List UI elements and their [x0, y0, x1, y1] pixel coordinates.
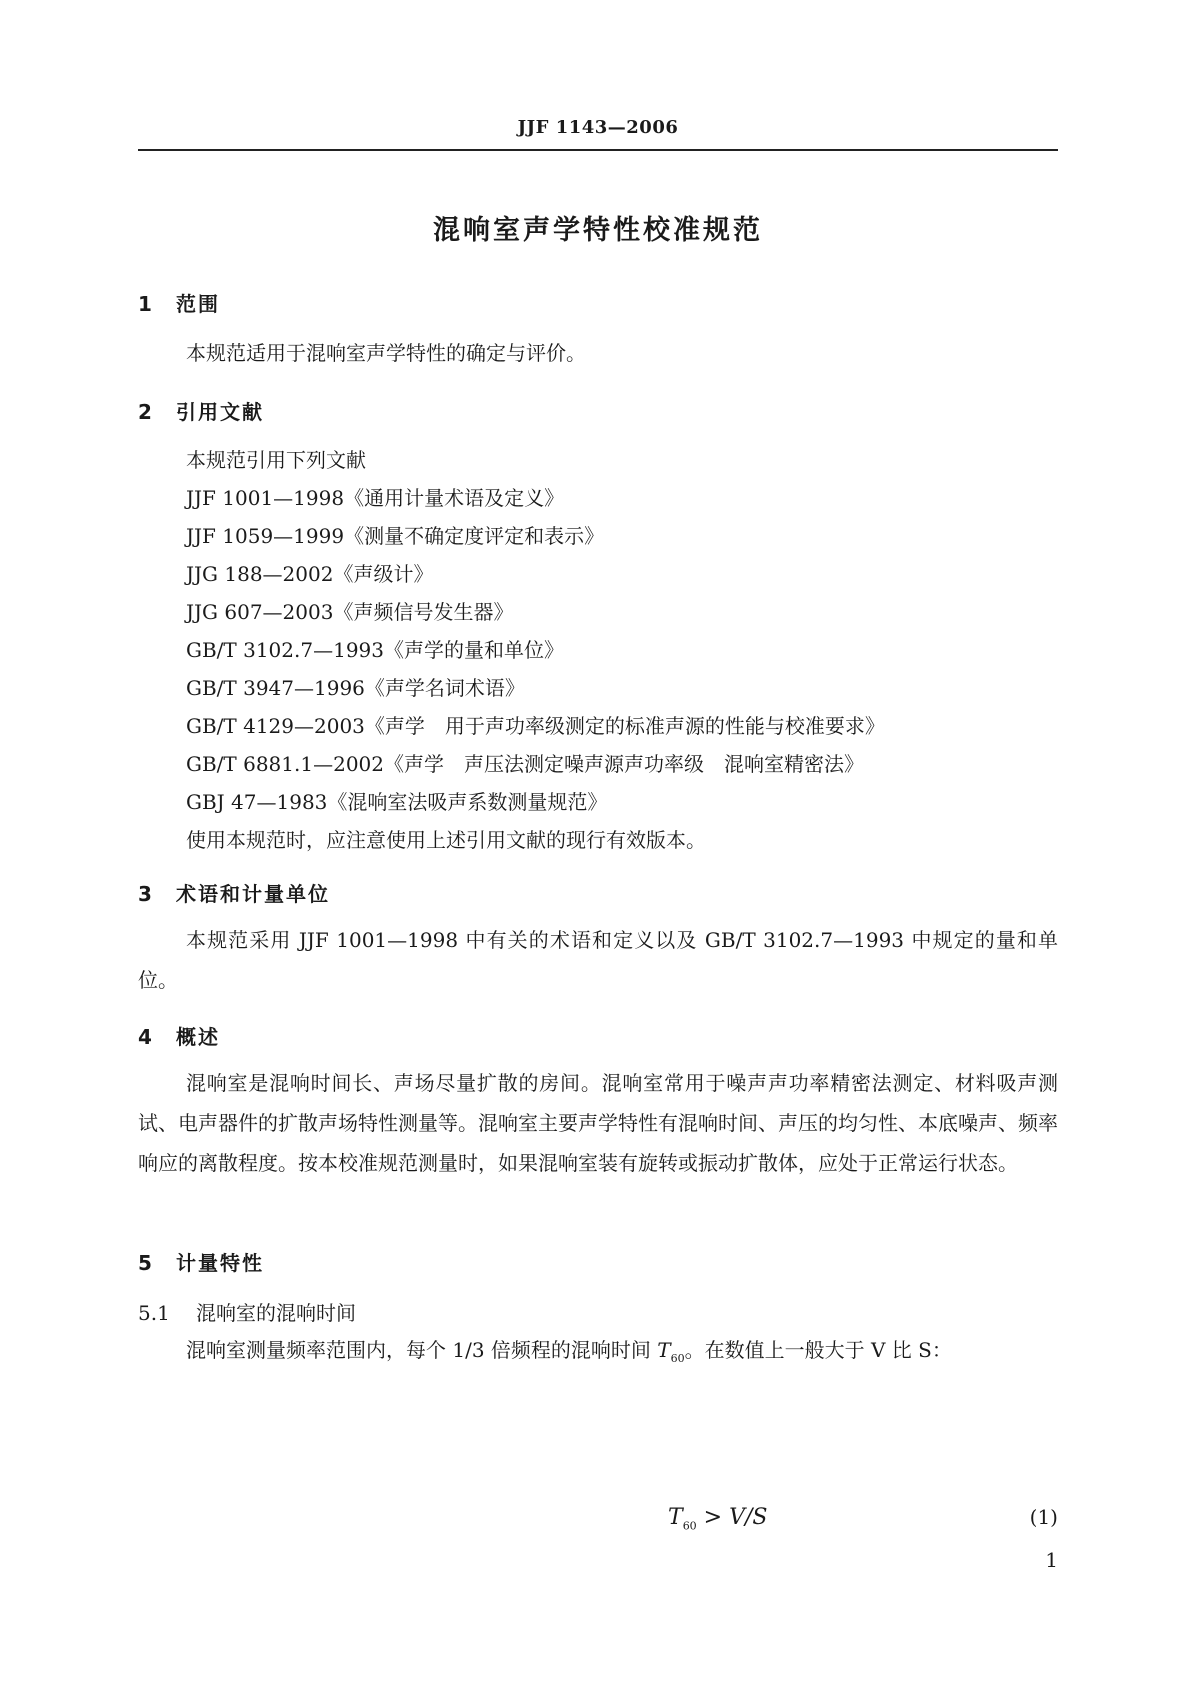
formula-subscript: 60	[682, 1519, 697, 1533]
page-number: 1	[1045, 1548, 1058, 1572]
section-number: 1	[138, 292, 154, 316]
reference-item: GB/T 3947—1996《声学名词术语》	[186, 676, 525, 700]
reference-item: JJG 188—2002《声级计》	[186, 562, 434, 586]
text-fragment: 。在数值上一般大于 V 比 S：	[684, 1338, 952, 1362]
header-rule	[138, 149, 1058, 151]
section-title: 术语和计量单位	[176, 882, 330, 906]
page-header: JJF 1143—2006	[517, 117, 679, 138]
section-number: 2	[138, 400, 154, 424]
section-3-heading	[138, 878, 330, 907]
formula-symbol: T	[668, 1505, 683, 1530]
subscript: 60	[670, 1352, 685, 1365]
section-3-text: 本规范采用 JJF 1001—1998 中有关的术语和定义以及 GB/T 3102.7—1993 中规定的量和单位。	[138, 928, 1058, 992]
subsection-title: 混响室的混响时间	[196, 1301, 356, 1325]
equation-number: (1)	[1029, 1505, 1058, 1529]
section-title: 引用文献	[176, 400, 264, 424]
section-number: 5	[138, 1251, 154, 1275]
reference-item: JJF 1001—1998《通用计量术语及定义》	[186, 486, 565, 510]
reference-item: GB/T 3102.7—1993《声学的量和单位》	[186, 638, 564, 662]
document-title: 混响室声学特性校准规范	[433, 215, 763, 246]
subsection-5-1-text	[138, 1330, 1058, 1379]
references-intro: 本规范引用下列文献	[186, 448, 366, 472]
section-title: 计量特性	[176, 1251, 264, 1275]
section-title: 范围	[176, 292, 220, 316]
section-2-heading	[138, 396, 264, 425]
section-4-text: 混响室是混响时间长、声场尽量扩散的房间。混响室常用于噪声声功率精密法测定、材料吸声测试、电声器件的扩散声场特性测量等。混响室主要声学特性有混响时间、声压的均匀性、本底噪声、频率响应的离散程度。按本校准规范测量时，如果混响室装有旋转或振动扩散体，应处于正常运行状态。	[138, 1071, 1058, 1175]
formula-expression: > V/S	[696, 1505, 768, 1530]
reference-item: GB/T 6881.1—2002《声学 声压法测定噪声源声功率级 混响室精密法》	[186, 752, 864, 776]
subsection-5-1-heading	[138, 1297, 356, 1326]
section-1-heading	[138, 288, 220, 317]
section-title: 概述	[176, 1025, 220, 1049]
reference-item: JJF 1059—1999《测量不确定度评定和表示》	[186, 524, 605, 548]
section-5-heading	[138, 1247, 264, 1276]
section-4-heading	[138, 1021, 220, 1050]
section-number: 4	[138, 1025, 154, 1049]
text-fragment: 混响室测量频率范围内，每个 1/3 倍频程的混响时间	[186, 1338, 658, 1362]
reference-item: GBJ 47—1983《混响室法吸声系数测量规范》	[186, 790, 608, 814]
reference-item: JJG 607—2003《声频信号发生器》	[186, 600, 514, 624]
reference-item: GB/T 4129—2003《声学 用于声功率级测定的标准声源的性能与校准要求》	[186, 714, 885, 738]
formula-1	[668, 1505, 767, 1532]
section-1-text: 本规范适用于混响室声学特性的确定与评价。	[186, 341, 586, 365]
subsection-number: 5.1	[138, 1301, 170, 1325]
symbol-T: T	[657, 1338, 671, 1362]
references-note: 使用本规范时，应注意使用上述引用文献的现行有效版本。	[186, 828, 706, 852]
section-number: 3	[138, 882, 154, 906]
